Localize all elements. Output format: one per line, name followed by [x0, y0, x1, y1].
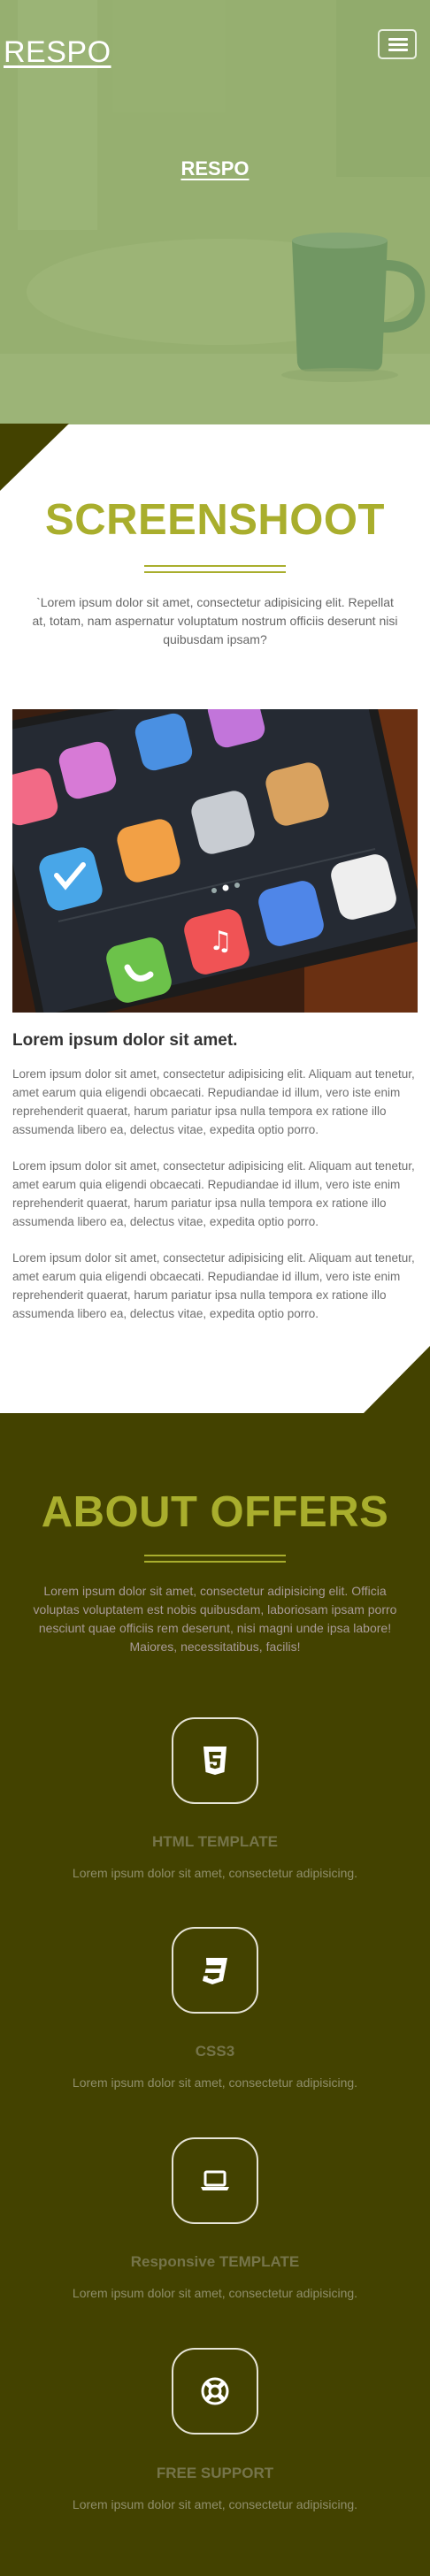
title-divider — [144, 565, 286, 573]
hero-title[interactable] — [0, 157, 430, 180]
article-paragraph: Lorem ipsum dolor sit amet, consectetur adipisicing elit. Aliquam aut tenetur, amet earum quia eligendi obcaecati. Repudiandae id illum, vero iste enim reprehenderit quaerat, harum pariatur ipsa nulla tempora ex ratione illo assumenda libero ea, delectus vitae, expedita optio porro. — [12, 1159, 415, 1228]
hamburger-menu-icon — [388, 49, 408, 51]
laptop-icon — [199, 2165, 231, 2197]
feature-icon-box[interactable] — [172, 2137, 258, 2224]
phone-screenshot-image — [12, 709, 418, 1013]
hamburger-menu-icon — [388, 38, 408, 41]
article-paragraph: Lorem ipsum dolor sit amet, consectetur adipisicing elit. Aliquam aut tenetur, amet earum quia eligendi obcaecati. Repudiandae id illum, vero iste enim reprehenderit quaerat, harum pariatur ipsa nulla tempora ex ratione illo assumenda libero ea, delectus vitae, expedita optio porro. — [12, 1251, 415, 1320]
feature-title: CSS3 — [195, 2043, 235, 2060]
feature-title: FREE SUPPORT — [156, 2465, 274, 2481]
section-divider-bottom-right — [363, 1346, 430, 1414]
article-paragraph: Lorem ipsum dolor sit amet, consectetur adipisicing elit. Aliquam aut tenetur, amet earum quia eligendi obcaecati. Repudiandae id illum, vero iste enim reprehenderit quaerat, harum pariatur ipsa nulla tempora ex ratione illo assumenda libero ea, delectus vitae, expedita optio porro. — [12, 1067, 415, 1136]
about-offers-intro: Lorem ipsum dolor sit amet, consectetur adipisicing elit. Officia voluptas voluptatem est nobis quibusdam, laboriosam ipsam porro nesciunt quae officiis rem deserunt, nisi magni unde ipsa labore! Maiores, necessitatibus, facilis! — [33, 1584, 397, 1654]
feature-icon-box[interactable] — [172, 1927, 258, 2014]
title-divider — [144, 1555, 286, 1563]
feature-description: Lorem ipsum dolor sit amet, consectetur adipisicing. — [72, 2075, 358, 2090]
brand-logo[interactable]: RESPO — [4, 35, 111, 69]
feature-title: HTML TEMPLATE — [152, 1833, 278, 1850]
feature-description: Lorem ipsum dolor sit amet, consectetur adipisicing. — [72, 2286, 358, 2300]
screenshoot-intro: `Lorem ipsum dolor sit amet, consectetur adipisicing elit. Repellat at, totam, nam aspernatur voluptatum nostrum officiis deserunt nisi quibusdam ipsam? — [32, 595, 398, 646]
about-offers-title: ABOUT OFFERS — [41, 1488, 389, 1536]
hero-banner — [0, 0, 430, 424]
article-title: Lorem ipsum dolor sit amet. — [12, 1031, 238, 1050]
feature-icon-box[interactable] — [172, 2348, 258, 2435]
lifebuoy-icon — [199, 2375, 231, 2407]
feature-description: Lorem ipsum dolor sit amet, consectetur adipisicing. — [72, 2497, 358, 2511]
hero-title-link[interactable]: RESPO — [180, 157, 250, 180]
feature-description: Lorem ipsum dolor sit amet, consectetur adipisicing. — [72, 1866, 358, 1880]
svg-text:♫: ♫ — [209, 926, 233, 957]
css3-icon — [199, 1954, 231, 1986]
screenshoot-title: SCREENSHOOT — [45, 496, 385, 544]
feature-icon-box[interactable] — [172, 1717, 258, 1804]
feature-title: Responsive TEMPLATE — [130, 2253, 300, 2270]
menu-button[interactable] — [378, 29, 417, 59]
section-divider-top-left — [0, 424, 71, 492]
html5-icon — [199, 1745, 231, 1777]
hamburger-menu-icon — [388, 43, 408, 46]
